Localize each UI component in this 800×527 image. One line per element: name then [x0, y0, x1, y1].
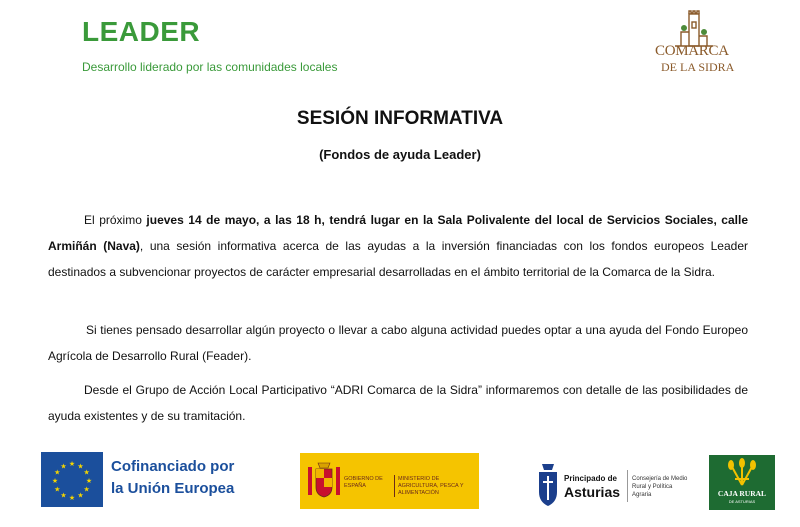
caja-rural-text: CAJA RURAL: [717, 489, 767, 498]
gobierno-divider: [394, 475, 395, 497]
svg-text:★: ★: [77, 462, 84, 471]
caja-rural-logo: [709, 455, 775, 510]
svg-text:★: ★: [60, 462, 67, 471]
leader-tagline: Desarrollo liderado por las comunidades locales: [82, 60, 338, 74]
spain-coat-of-arms-icon: [304, 457, 344, 507]
document-title: SESIÓN INFORMATIVA: [296, 108, 504, 129]
comarca-sidra-logo: [651, 8, 737, 78]
paragraph1-body: , una sesión informativa acerca de las ayudas a la inversión financiadas con los fondos europeos Leader destinados a subvencionar proyectos de carácter empresarial desarrolladas en el ámbito territorial de la Comarca de la Sidra.: [48, 239, 748, 279]
paragraph-project-info: Si tienes pensado desarrollar algún proyecto o llevar a cabo alguna actividad puedes optar a una ayuda del Fondo Europeo Agrícola de Desarrollo Rural (Feader).: [48, 323, 748, 363]
castle-tower-icon: [651, 8, 737, 48]
svg-text:★: ★: [60, 491, 67, 500]
eu-cofinancing-text: Cofinanciado por la Unión Europea: [111, 458, 235, 497]
paragraph1-event-details: jueves 14 de mayo, a las 18 h, tendrá lugar en la Sala Polivalente del local de Servicios Sociales, calle Armiñán (Nava): [48, 213, 748, 253]
paragraph1-intro: El próximo: [84, 213, 147, 227]
svg-text:★: ★: [54, 485, 61, 494]
asturias-shield-icon: [536, 462, 560, 508]
principado-asturias-logo: [536, 460, 686, 508]
comarca-logo-subtext: DE LA SIDRA: [661, 60, 735, 74]
eu-cofinancing-logo: [41, 452, 235, 507]
gobierno-espana-logo: [300, 453, 479, 509]
ministerio-text: MINISTERIO DE AGRICULTURA, PESCA Y ALIMENTACIÓN: [398, 476, 464, 496]
svg-text:★: ★: [54, 468, 61, 477]
svg-text:★: ★: [83, 485, 90, 494]
gobierno-text: GOBIERNO DE ESPAÑA: [344, 476, 383, 489]
wheat-sheaf-icon: [709, 455, 775, 489]
paragraph-announcement: [48, 207, 748, 285]
eu-stars-icon: [41, 452, 103, 507]
caja-rural-subtext: DE ASTURIAS: [728, 499, 756, 504]
svg-text:★: ★: [85, 477, 93, 485]
comarca-logo-text: COMARCA: [655, 43, 729, 59]
asturias-text-line1: Principado de: [564, 474, 617, 483]
paragraph-adri-info: Desde el Grupo de Acción Local Participativo “ADRI Comarca de la Sidra” informaremos con detalle de las posibilidades de ayuda existentes y de su tramitación.: [48, 383, 748, 423]
svg-text:★: ★: [68, 494, 76, 502]
consejeria-text: Consejería de Medio Rural y Política Agraria: [632, 476, 688, 498]
asturias-text-line2: Asturias: [564, 484, 621, 500]
svg-text:★: ★: [51, 477, 59, 485]
svg-text:★: ★: [77, 491, 84, 500]
leader-title: LEADER: [82, 16, 201, 47]
document-subtitle: (Fondos de ayuda Leader): [319, 147, 481, 162]
eu-flag-icon: [41, 452, 103, 507]
svg-text:★: ★: [83, 468, 90, 477]
asturias-divider: [627, 470, 628, 502]
svg-text:★: ★: [68, 460, 76, 468]
